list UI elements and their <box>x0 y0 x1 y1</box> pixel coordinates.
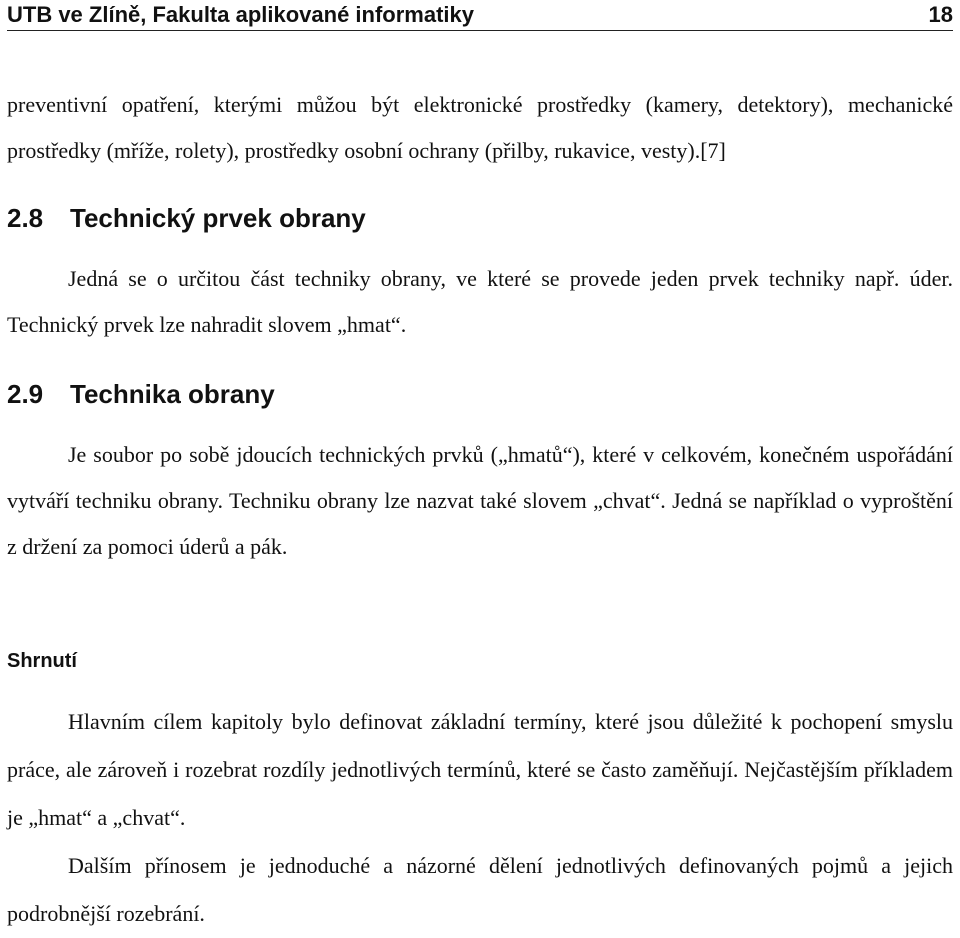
section-heading-2-9 <box>7 376 953 412</box>
section-2-8-paragraph: Jedná se o určitou část techniky obrany, ve které se provede jeden prvek techniky např. úder. Technický prvek lze nahradit slovem „hmat“. <box>7 266 953 337</box>
section-heading-2-8 <box>7 200 953 236</box>
page-number: 18 <box>928 2 953 27</box>
intro-paragraph: preventivní opatření, kterými můžou být elektronické prostředky (kamery, detektory), mechanické prostředky (mříže, rolety), prostředky osobní ochrany (přilby, rukavice, vesty).[7] <box>7 92 953 163</box>
section-2-9-paragraph: Je soubor po sobě jdoucích technických prvků („hmatů“), které v celkovém, konečném uspořádání vytváří techniku obrany. Techniku obrany lze nazvat také slovem „chvat“. Jedná se například o vyproštění z držení za pomoci úderů a pák. <box>7 442 953 559</box>
summary-paragraph-2: Dalším přínosem je jednoduché a názorné dělení jednotlivých definovaných pojmů a jejich podrobnější rozebrání. <box>7 853 953 926</box>
section-number: 2.8 <box>7 203 44 233</box>
section-title: Technický prvek obrany <box>70 203 366 233</box>
page-body <box>7 82 953 938</box>
summary-paragraph-1: Hlavním cílem kapitoly bylo definovat základní termíny, které jsou důležité k pochopení smyslu práce, ale zároveň i rozebrat rozdíly jednotlivých termínů, které se často zaměňují. Nejčastějším příkladem je „hmat“ a „chvat“. <box>7 709 953 830</box>
section-number: 2.9 <box>7 379 44 409</box>
header-title: UTB ve Zlíně, Fakulta aplikované informatiky <box>7 2 475 27</box>
section-title: Technika obrany <box>70 379 275 409</box>
summary-heading: Shrnutí <box>7 650 77 672</box>
page-header <box>7 0 953 31</box>
